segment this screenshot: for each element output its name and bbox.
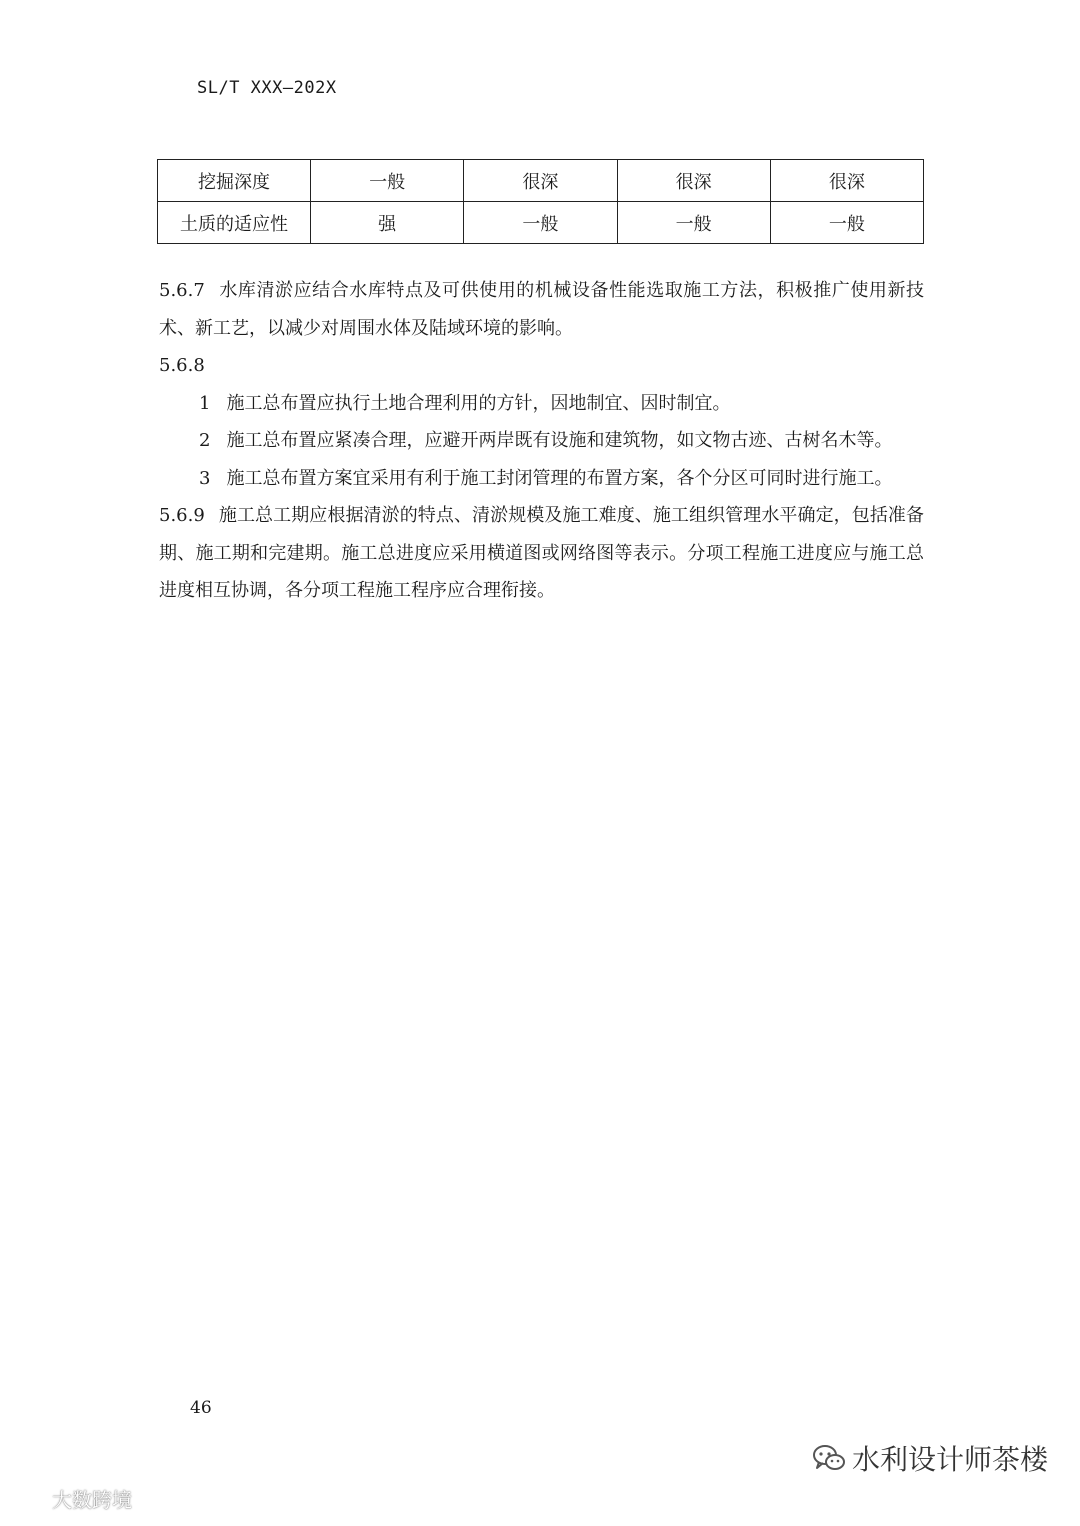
clause-number: 5.6.9 — [159, 505, 205, 526]
watermark-text: 水利设计师茶楼 — [851, 1443, 1048, 1476]
table-cell: 一般 — [617, 202, 770, 244]
item-number: 1 — [199, 392, 211, 414]
clause-number: 5.6.7 — [159, 280, 205, 301]
item-number: 3 — [199, 467, 211, 489]
watermark-text: 大数跨境 — [52, 1488, 132, 1512]
clause-5-6-7 — [159, 272, 924, 347]
item-number: 2 — [199, 430, 211, 451]
list-item — [159, 460, 924, 498]
wechat-icon — [812, 1443, 846, 1473]
watermark-right — [812, 1438, 1048, 1478]
list-item — [159, 385, 924, 423]
watermark-left — [14, 1484, 132, 1513]
clause-5-6-9 — [159, 497, 924, 610]
table-row — [158, 160, 924, 202]
row-label: 土质的适应性 — [158, 202, 311, 244]
table-cell: 强 — [311, 202, 464, 244]
clause-text: 水库清淤应结合水库特点及可供使用的机械设备性能选取施工方法，积极推广使用新技术、新工艺，以减少对周围水体及陆域环境的影响。 — [159, 280, 924, 339]
document-code: SL/T XXX—202X — [197, 78, 337, 98]
table-cell: 很深 — [770, 160, 923, 202]
table-cell: 一般 — [311, 160, 464, 202]
table-cell: 一般 — [770, 202, 923, 244]
page-number: 46 — [190, 1398, 212, 1418]
table-cell: 一般 — [464, 202, 617, 244]
document-body — [159, 272, 924, 610]
table-cell: 很深 — [464, 160, 617, 202]
table-cell: 很深 — [617, 160, 770, 202]
ball-icon — [14, 1486, 48, 1512]
clause-text: 施工总工期应根据清淤的特点、清淤规模及施工难度、施工组织管理水平确定，包括准备期、施工期和完建期。施工总进度应采用横道图或网络图等表示。分项工程施工进度应与施工总进度相互协调，各分项工程施工程序应合理衔接。 — [159, 505, 924, 601]
table-row — [158, 202, 924, 244]
clause-5-6-8 — [159, 347, 924, 385]
item-text: 施工总布置应紧凑合理，应避开两岸既有设施和建筑物，如文物古迹、古树名木等。 — [226, 430, 893, 451]
item-text: 施工总布置应执行土地合理利用的方针，因地制宜、因时制宜。 — [226, 392, 731, 414]
item-text: 施工总布置方案宜采用有利于施工封闭管理的布置方案，各个分区可同时进行施工。 — [226, 467, 893, 489]
clause-number: 5.6.8 — [159, 355, 205, 376]
row-label: 挖掘深度 — [158, 160, 311, 202]
list-item — [159, 422, 924, 460]
spec-table — [157, 159, 924, 244]
